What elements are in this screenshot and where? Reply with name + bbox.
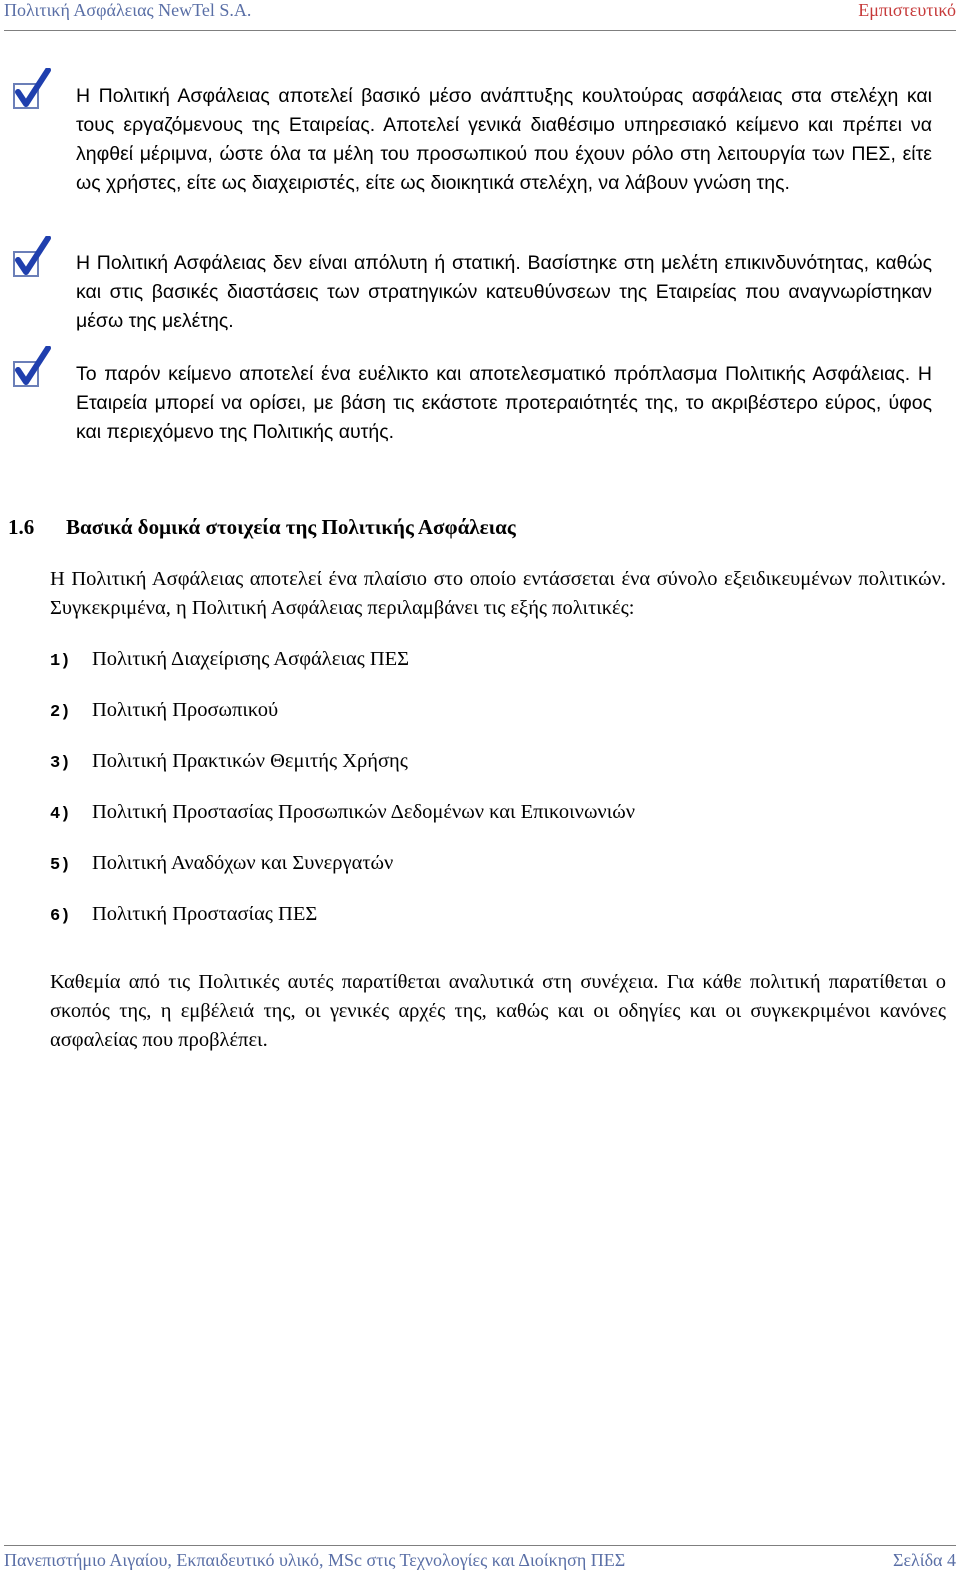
bullet-text: Η Πολιτική Ασφάλειας αποτελεί βασικό μέσο ανάπτυξης κουλτούρας ασφάλειας στα στελέχη και τους εργαζόμενους της Εταιρείας. Αποτελεί γενικά διαθέσιμο υπηρεσιακό κείμενο και πρέπει να ληφθεί μέριμνα, ώστε όλα τα μέλη του προσωπικού που έχουν ρόλο στη λειτουργία των ΠΕΣ, είτε ως χρήστες, είτε ως διαχειριστές, είτε ως διοικητικά στελέχη, να λάβουν γνώση της. <box>76 85 932 194</box>
list-number: 6) <box>50 907 71 926</box>
page-header <box>4 0 956 31</box>
list-text: Πολιτική Αναδόχων και Συνεργατών <box>92 852 394 874</box>
header-classification: Εμπιστευτικό <box>858 0 956 20</box>
list-item <box>50 699 278 722</box>
checkmark-icon <box>12 236 52 280</box>
list-text: Πολιτική Προστασίας ΠΕΣ <box>92 903 318 925</box>
page-footer <box>4 1545 956 1587</box>
list-text: Πολιτική Διαχείρισης Ασφάλειας ΠΕΣ <box>92 648 410 670</box>
list-text: Πολιτική Πρακτικών Θεμιτής Χρήσης <box>92 750 408 772</box>
footer-page-number: Σελίδα 4 <box>892 1550 956 1570</box>
section-number: 1.6 <box>8 515 35 539</box>
header-document-title: Πολιτική Ασφάλειας NewTel S.A. <box>4 0 252 20</box>
list-number: 2) <box>50 703 71 722</box>
list-number: 4) <box>50 805 71 824</box>
list-item <box>50 750 408 773</box>
section-title: Βασικά δομικά στοιχεία της Πολιτικής Ασφάλειας <box>66 515 516 539</box>
list-number: 3) <box>50 754 71 773</box>
footer-course-info: Πανεπιστήμιο Αιγαίου, Εκπαιδευτικό υλικό, MSc στις Τεχνολογίες και Διοίκηση ΠΕΣ <box>4 1550 626 1570</box>
list-item <box>50 801 635 824</box>
list-number: 1) <box>50 652 71 671</box>
list-item <box>50 648 409 671</box>
list-item <box>50 852 393 875</box>
checkmark-icon <box>12 346 52 390</box>
list-item <box>50 903 317 926</box>
bullet-text: Η Πολιτική Ασφάλειας δεν είναι απόλυτη ή στατική. Βασίστηκε στη μελέτη επικινδυνότητας, καθώς και στις βασικές διαστάσεις των στρατηγικών κατευθύνσεων της Εταιρείας που αναγνωρίστηκαν μέσω της μελέτης. <box>76 252 932 332</box>
checkmark-icon <box>12 68 52 112</box>
bullet-text: Το παρόν κείμενο αποτελεί ένα ευέλικτο και αποτελεσματικό πρόπλασμα Πολιτικής Ασφάλειας. Η Εταιρεία μπορεί να ορίσει, με βάση τις εκάστοτε προτεραιότητές της, το ακριβέστερο εύρος, ύφος και περιεχόμενο της Πολιτικής αυτής. <box>76 363 932 443</box>
list-text: Πολιτική Προστασίας Προσωπικών Δεδομένων και Επικοινωνιών <box>92 801 635 823</box>
list-text: Πολιτική Προσωπικού <box>92 699 279 721</box>
section-heading <box>8 515 516 540</box>
closing-paragraph: Καθεμία από τις Πολιτικές αυτές παρατίθεται αναλυτικά στη συνέχεια. Για κάθε πολιτική παρατίθεται ο σκοπός της, η εμβέλειά της, οι γενικές αρχές της, καθώς και οι οδηγίες και οι συγκεκριμένοι κανόνες ασφαλείας που προβλέπει. <box>50 971 946 1051</box>
section-intro: Η Πολιτική Ασφάλειας αποτελεί ένα πλαίσιο στο οποίο εντάσσεται ένα σύνολο εξειδικευμένων πολιτικών. Συγκεκριμένα, η Πολιτική Ασφάλειας περιλαμβάνει τις εξής πολιτικές: <box>50 568 946 619</box>
list-number: 5) <box>50 856 71 875</box>
